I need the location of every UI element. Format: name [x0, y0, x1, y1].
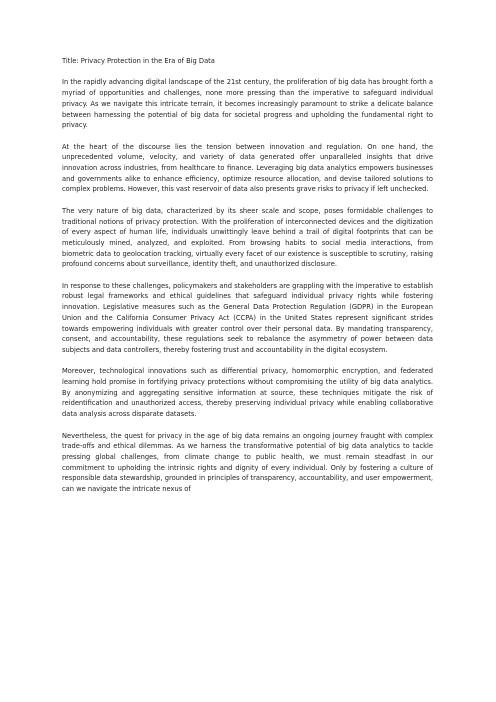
- paragraph-1: In the rapidly advancing digital landscape of the 21st century, the proliferation of big data has brought forth a myriad of opportunities and challenges, none more pressing than the imperative to safeguard individual privacy. As we navigate this intricate terrain, it becomes increasingly paramount to strike a delicate balance between harnessing the potential of big data for societal progress and upholding the fundamental right to privacy.: [62, 78, 433, 130]
- paragraph-6: Nevertheless, the quest for privacy in the age of big data remains an ongoing journey fraught with complex trade-offs and ethical dilemmas. As we harness the transformative potential of big data analytics to tackle pressing global challenges, from climate change to public health, we must remain steadfast in our commitment to upholding the intrinsic rights and dignity of every individual. Only by fostering a culture of responsible data stewardship, grounded in principles of transparency, accountability, and user empowerment, can we navigate the intricate nexus of: [62, 431, 433, 494]
- paragraph-2: At the heart of the discourse lies the tension between innovation and regulation. On one hand, the unprecedented volume, velocity, and variety of data generated offer unparalleled insights that drive innovation across industries, from healthcare to finance. Leveraging big data analytics empowers businesses and governments alike to enhance efficiency, optimize resource allocation, and devise tailored solutions to complex problems. However, this vast reservoir of data also presents grave risks to privacy if left unchecked.: [62, 142, 433, 194]
- paragraph-3: The very nature of big data, characterized by its sheer scale and scope, poses formidable challenges to traditional notions of privacy protection. With the proliferation of interconnected devices and the digitization of every aspect of human life, individuals unwittingly leave behind a trail of digital footprints that can be meticulously mined, analyzed, and exploited. From browsing habits to social media interactions, from biometric data to geolocation tracking, virtually every facet of our existence is susceptible to scrutiny, raising profound concerns about surveillance, identity theft, and unauthorized disclosure.: [62, 206, 433, 269]
- paragraph-4: In response to these challenges, policymakers and stakeholders are grappling with the imperative to establish robust legal frameworks and ethical guidelines that safeguard individual privacy rights while fostering innovation. Legislative measures such as the General Data Protection Regulation (GDPR) in the European Union and the California Consumer Privacy Act (CCPA) in the United States represent significant strides towards empowering individuals with greater control over their personal data. By mandating transparency, consent, and accountability, these regulations seek to rebalance the asymmetry of power between data subjects and data controllers, thereby fostering trust and accountability in the digital ecosystem.: [62, 281, 433, 354]
- paragraph-5: Moreover, technological innovations such as differential privacy, homomorphic encryption, and federated learning hold promise in fortifying privacy protections without compromising the utility of big data analytics. By anonymizing and aggregating sensitive information at source, these techniques mitigate the risk of reidentification and unauthorized access, thereby preserving individual privacy while enabling collaborative data analysis across disparate datasets.: [62, 367, 433, 419]
- document-title: Title: Privacy Protection in the Era of Big Data: [62, 57, 215, 65]
- document-body: [62, 56, 433, 505]
